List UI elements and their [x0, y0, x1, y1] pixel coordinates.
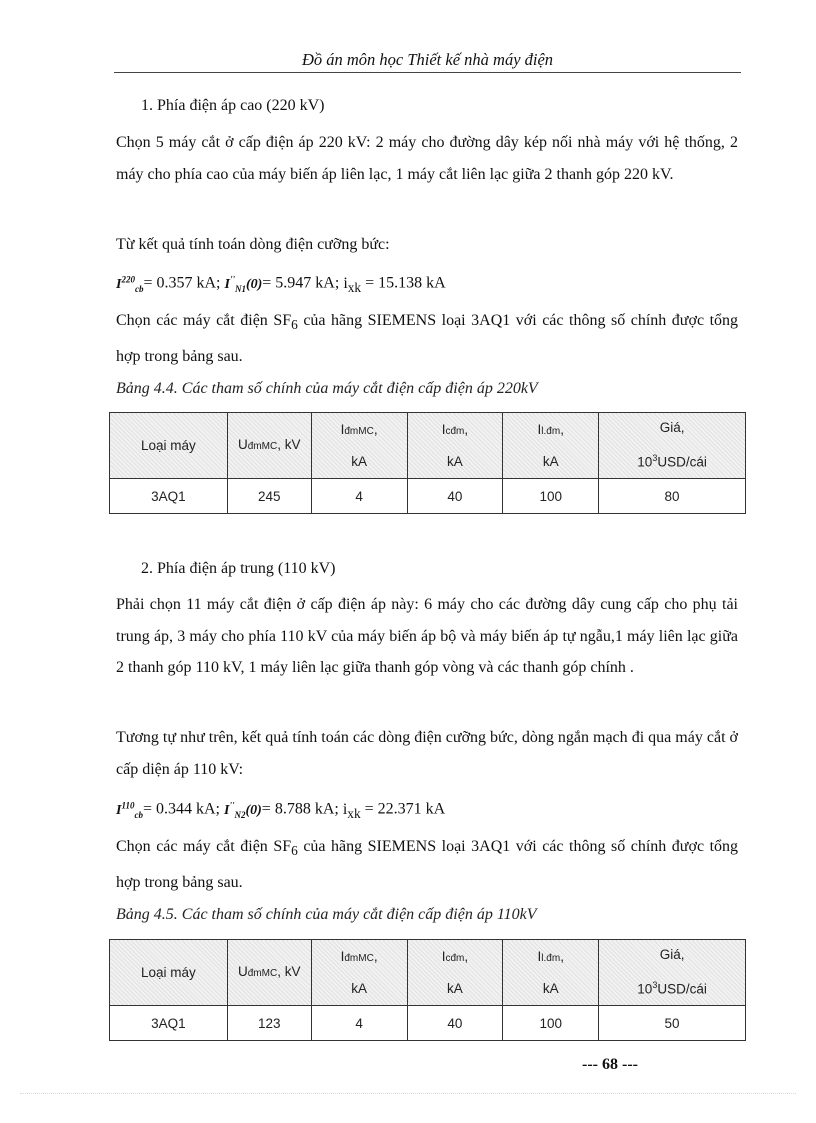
header-title: Đồ án môn học Thiết kế nhà máy điện [301, 50, 554, 69]
in-value: = 5.947 kA; [262, 274, 340, 292]
table1 [109, 412, 746, 514]
table-row [110, 479, 746, 514]
icb-symbol: $I^{110}_{cb}$ [116, 800, 143, 820]
table1-header-row [110, 413, 746, 479]
table2 [109, 939, 746, 1041]
cell-u: 245 [227, 479, 311, 514]
section2-paragraph1: Phải chọn 11 máy cắt điện ở cấp điện áp này: 6 máy cho các đường dây cung cấp cho phụ tải trung áp, 3 máy cho phía 110 kV của máy biến áp bộ và máy biến áp tự ngẫu,1 máy liên lạc giữa 2 thanh góp 110 kV, 1 máy liên lạc giữa thanh góp vòng và các thanh góp chính . [116, 596, 738, 676]
in-value: = 8.788 kA; [261, 800, 339, 818]
section1-heading: 1. Phía điện áp cao (220 kV) [141, 97, 325, 114]
ixk-symbol: $i_{xk}$ [342, 800, 361, 821]
cell-idm: 4 [311, 479, 407, 514]
cell-model: 3AQ1 [110, 479, 228, 514]
cell-iddm: 100 [503, 479, 599, 514]
ixk-value: = 22.371 kA [364, 800, 446, 818]
cell-icdm: 40 [407, 479, 503, 514]
section1-paragraph2: Từ kết quả tính toán dòng điện cưỡng bức: [116, 236, 390, 253]
header-u: UđmMC, kV [227, 940, 311, 1006]
cell-idm: 4 [311, 1006, 407, 1041]
header-idm: IđmMC, kA [311, 940, 407, 1006]
section2-paragraph3: Chọn các máy cắt điện $SF_6$ của hãng SIEMENS loại 3AQ1 với các thông số chính được tổng hợp trong bảng sau. [116, 838, 739, 891]
ixk-symbol: $i_{xk}$ [343, 274, 362, 295]
page-number: --- 68 --- [582, 1056, 638, 1073]
header-model: Loại máy [110, 413, 228, 479]
section1-paragraph1: Chọn 5 máy cắt ở cấp điện áp 220 kV: 2 máy cho đường dây kép nối nhà máy với hệ thống, 2 máy cho phía cao của máy biến áp liên lạc, 1 máy cắt liên lạc giữa 2 thanh góp 220 kV. [116, 134, 738, 183]
table2-caption: Bảng 4.5. Các tham số chính của máy cắt điện cấp điện áp 110kV [116, 906, 537, 923]
header-model: Loại máy [110, 940, 228, 1006]
table2-header-row [110, 940, 746, 1006]
cell-model: 3AQ1 [110, 1006, 228, 1041]
footer-divider [20, 1093, 796, 1094]
in-symbol: $I''_{N2}(0)$ [224, 800, 262, 820]
section1-paragraph3: Chọn các máy cắt điện $SF_6$ của hãng SIEMENS loại 3AQ1 với các thông số chính được tổng hợp trong bảng sau. [116, 312, 739, 365]
header-iddm: Il.đm, kA [503, 940, 599, 1006]
icb-symbol: $I^{220}_{cb}$ [116, 274, 144, 294]
section1-formula [116, 268, 446, 299]
table-row [110, 1006, 746, 1041]
section2-formula [116, 794, 445, 825]
page-header [114, 48, 741, 73]
header-price: Giá, $10^3USD$/cái [599, 940, 746, 1006]
cell-price: 80 [599, 479, 746, 514]
icb-value: = 0.357 kA; [143, 274, 221, 292]
cell-u: 123 [227, 1006, 311, 1041]
cell-price: 50 [599, 1006, 746, 1041]
cell-icdm: 40 [407, 1006, 503, 1041]
header-u: UđmMC, kV [227, 413, 311, 479]
section2-paragraph2: Tương tự như trên, kết quả tính toán các dòng điện cưỡng bức, dòng ngắn mạch đi qua máy cắt ở cấp diện áp 110 kV: [116, 729, 738, 778]
ixk-value: = 15.138 kA [365, 274, 446, 292]
header-icdm: Icđm, kA [407, 940, 503, 1006]
header-icdm: Icđm, kA [407, 413, 503, 479]
header-iddm: Il.đm, kA [503, 413, 599, 479]
cell-iddm: 100 [503, 1006, 599, 1041]
section2-heading: 2. Phía điện áp trung (110 kV) [141, 560, 336, 577]
table1-caption: Bảng 4.4. Các tham số chính của máy cắt điện cấp điện áp 220kV [116, 380, 538, 397]
icb-value: = 0.344 kA; [142, 800, 220, 818]
header-idm: IđmMC, kA [311, 413, 407, 479]
header-price: Giá, $10^3USD$/cái [599, 413, 746, 479]
in-symbol: $I''_{N1}(0)$ [224, 274, 263, 294]
